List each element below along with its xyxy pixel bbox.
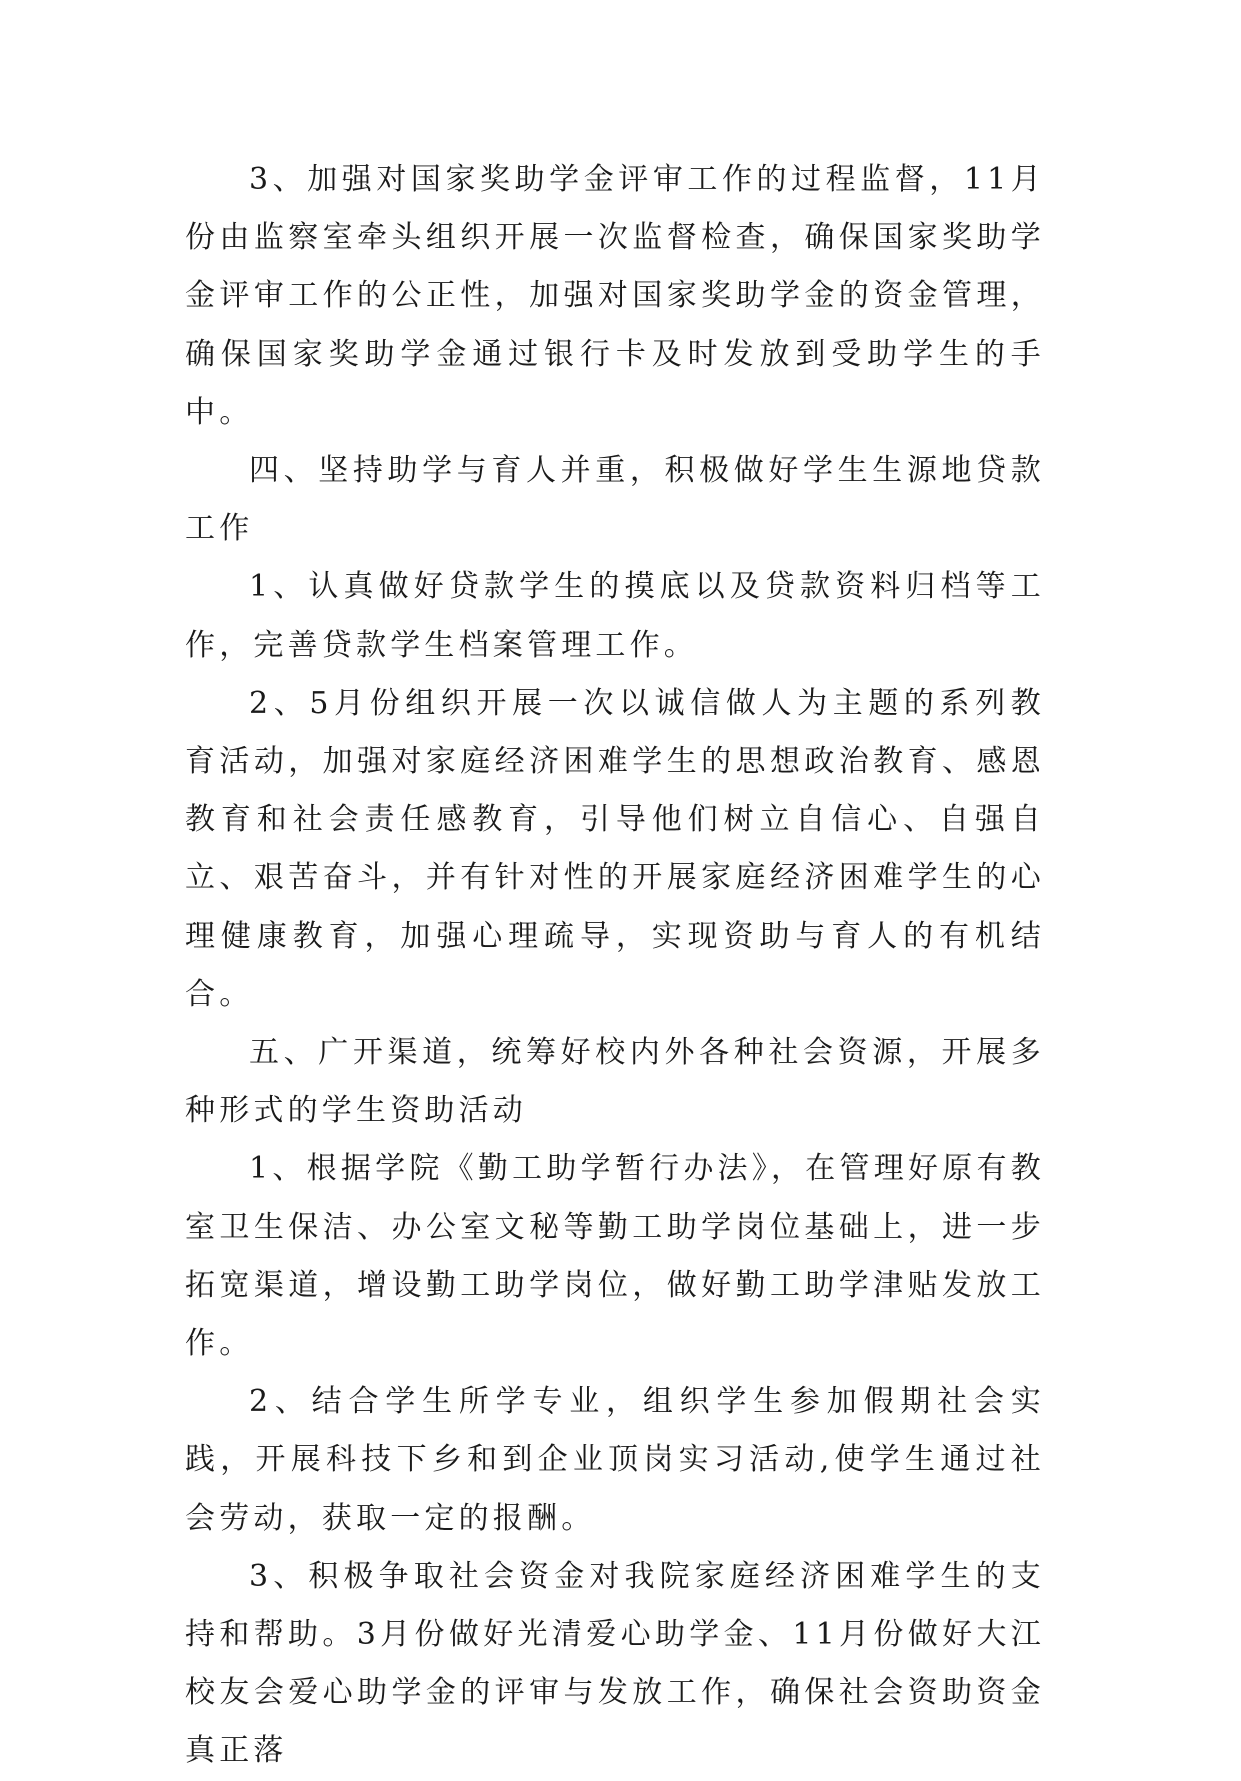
paragraph-scholarship-supervision: 3、加强对国家奖助学金评审工作的过程监督，11月份由监察室牵头组织开展一次监督检查，确保国家奖助学金评审工作的公正性，加强对国家奖助学金的资金管理，确保国家奖助学金通过银行卡及时发放到受助学生的手中。 xyxy=(185,162,1045,430)
paragraph-integrity-education: 2、5月份组织开展一次以诚信做人为主题的系列教育活动，加强对家庭经济困难学生的思想政治教育、感恩教育和社会责任感教育，引导他们树立自信心、自强自立、艰苦奋斗，并有针对性的开展家庭经济困难学生的心理健康教育，加强心理疏导，实现资助与育人的有机结合。 xyxy=(185,685,1045,1012)
paragraph-loan-records: 1、认真做好贷款学生的摸底以及贷款资料归档等工作，完善贷款学生档案管理工作。 xyxy=(185,569,1045,663)
document-body xyxy=(185,151,1045,1781)
paragraph-social-funding: 3、积极争取社会资金对我院家庭经济困难学生的支持和帮助。3月份做好光清爱心助学金、11月份做好大江校友会爱心助学金的评审与发放工作，确保社会资助资金真正落 xyxy=(185,1558,1045,1769)
section-heading-student-loans: 四、坚持助学与育人并重，积极做好学生生源地贷款工作 xyxy=(185,453,1045,547)
paragraph-social-practice: 2、结合学生所学专业，组织学生参加假期社会实践，开展科技下乡和到企业顶岗实习活动,使学生通过社会劳动，获取一定的报酬。 xyxy=(185,1384,1045,1536)
section-heading-social-resources: 五、广开渠道，统筹好校内外各种社会资源，开展多种形式的学生资助活动 xyxy=(185,1035,1045,1129)
paragraph-work-study: 1、根据学院《勤工助学暂行办法》，在管理好原有教室卫生保洁、办公室文秘等勤工助学岗位基础上，进一步拓宽渠道，增设勤工助学岗位，做好勤工助学津贴发放工作。 xyxy=(185,1151,1045,1362)
